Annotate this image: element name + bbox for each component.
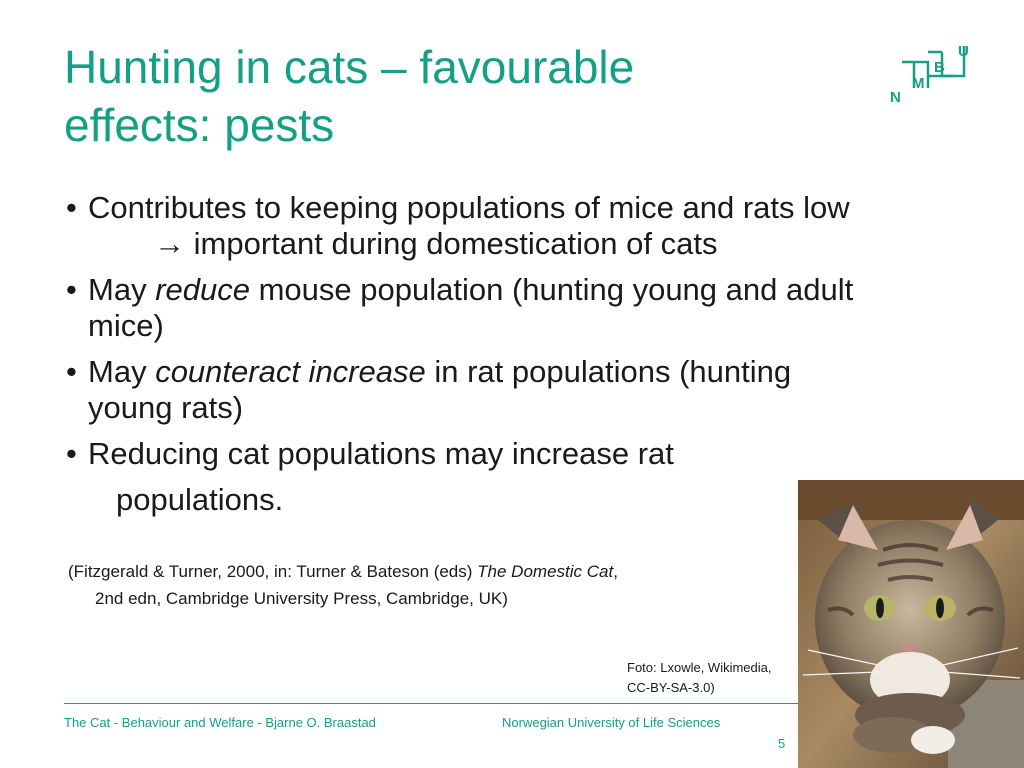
bullet-2: • May reduce mouse population (hunting young and adult [66,272,854,307]
cat-with-rat-photo [798,480,1024,768]
bullet-1: • Contributes to keeping populations of mice and rats low [66,190,850,225]
footer-institution: Norwegian University of Life Sciences [502,715,721,730]
bullet-3-continuation: young rats) [88,390,244,425]
footer-course-title: The Cat - Behaviour and Welfare - Bjarne O. Braastad [64,715,376,730]
logo-letter-m: M [912,75,925,92]
reference-line-1: (Fitzgerald & Turner, 2000, in: Turner & Bateson (eds) The Domestic Cat, [68,562,618,581]
bullet-4-continuation: populations. [116,482,284,517]
footer-divider [64,703,798,704]
slide-title [64,38,764,154]
bullet-1-subtext: important during domestication of cats [193,226,718,261]
logo-letter-n: N [890,89,901,106]
reference-book-title: The Domestic Cat [477,562,614,581]
title-line-1: Hunting in cats – favourable [64,41,635,93]
reference-citation [68,558,768,612]
bullet-4: • Reducing cat populations may increase rat [66,436,674,471]
arrow-icon: → [154,226,185,261]
logo-letter-b: B [934,59,945,76]
logo-letter-u: U [958,43,969,60]
cat-illustration [798,480,1024,768]
bullet-2-emphasis: reduce [155,272,250,307]
bullet-2-continuation: mice) [88,308,164,343]
bullet-3-emphasis: counteract increase [155,354,426,389]
reference-line-2: 2nd edn, Cambridge University Press, Cambridge, UK) [95,589,508,608]
nmbu-logo [888,40,972,106]
bullet-1-text: Contributes to keeping populations of mice and rats low [88,190,850,225]
bullet-1-subpoint [154,226,717,262]
title-line-2: effects: pests [64,99,335,151]
page-number: 5 [778,736,786,751]
bullet-3: • May counteract increase in rat populations (hunting [66,354,792,389]
photo-credit: Foto: Lxowle, Wikimedia, CC-BY-SA-3.0) [627,660,772,695]
